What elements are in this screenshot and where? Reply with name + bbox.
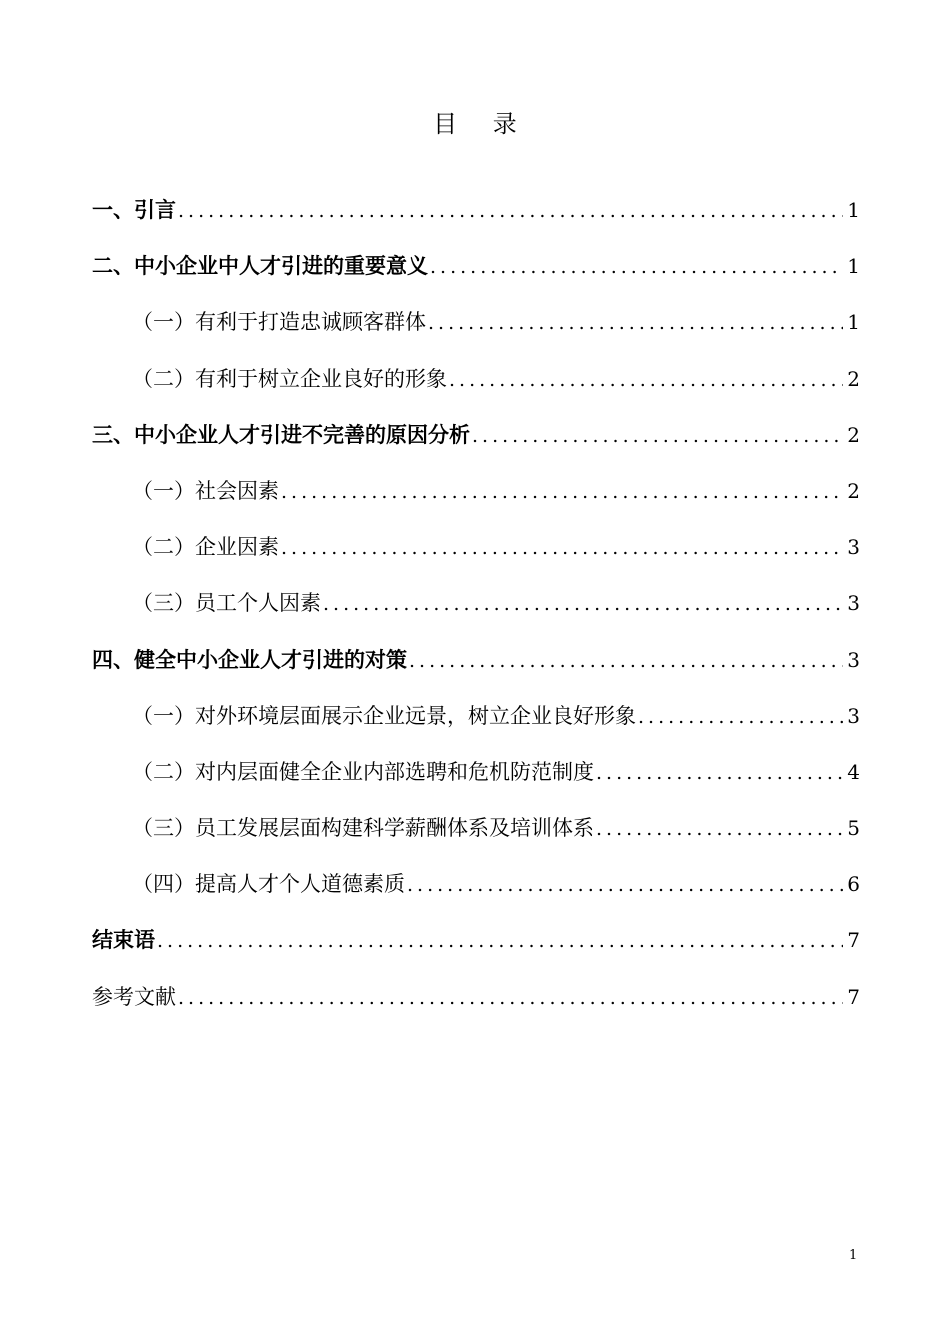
dot-leader [178,200,843,222]
toc-entry-label: 三、中小企业人才引进不完善的原因分析 [92,422,470,447]
toc-entry-page: 1 [847,310,860,335]
toc-entry-label: （一）有利于打造忠诚顾客群体 [132,310,426,335]
toc-entry-page: 5 [847,816,860,841]
toc-entry-label: （二）有利于树立企业良好的形象 [132,366,447,391]
toc-entry-label: （四）提高人才个人道德素质 [132,872,405,897]
dot-leader [323,593,843,615]
toc-entry-label: 四、健全中小企业人才引进的对策 [92,647,407,672]
toc-entry-page: 3 [847,703,860,728]
toc-entry-page: 4 [847,759,860,784]
footer-page-number: 1 [849,1248,858,1263]
dot-leader [178,987,843,1009]
dot-leader [596,762,843,784]
toc-entry-page: 2 [847,422,860,447]
toc-entry-section-4-4[interactable] [92,868,860,924]
toc-entry-label: （一）社会因素 [132,478,279,503]
toc-entry-page: 6 [847,872,860,897]
table-of-contents [92,194,860,1037]
toc-entry-section-4-2[interactable] [92,756,860,812]
toc-entry-page: 7 [847,928,860,953]
toc-entry-section-3[interactable] [92,419,860,475]
toc-entry-section-3-2[interactable] [92,531,860,587]
toc-entry-section-4-3[interactable] [92,812,860,868]
toc-entry-page: 3 [847,535,860,560]
toc-entry-label: 一、引言 [92,198,176,222]
dot-leader [472,425,843,447]
toc-entry-page: 1 [847,254,860,279]
toc-entry-section-2-1[interactable] [92,306,860,362]
toc-entry-page: 3 [847,647,860,672]
dot-leader [407,874,843,896]
toc-entry-label: （一）对外环境层面展示企业远景，树立企业良好形象 [132,703,636,728]
dot-leader [638,706,843,728]
toc-entry-label: （三）员工发展层面构建科学薪酬体系及培训体系 [132,816,594,841]
page-title: 目 录 [433,110,531,138]
toc-entry-page: 1 [847,198,860,222]
toc-entry-label: （二）企业因素 [132,535,279,560]
dot-leader [157,930,843,952]
toc-entry-label: 结束语 [92,928,155,953]
toc-entry-section-2[interactable] [92,250,860,306]
dot-leader [281,481,843,503]
toc-entry-label: 参考文献 [92,984,176,1009]
dot-leader [430,256,843,278]
dot-leader [409,650,843,672]
toc-entry-page: 7 [847,984,860,1009]
toc-entry-label: 二、中小企业中人才引进的重要意义 [92,254,428,279]
toc-entry-label: （三）员工个人因素 [132,591,321,616]
toc-entry-page: 3 [847,591,860,616]
toc-entry-section-3-1[interactable] [92,475,860,531]
dot-leader [428,312,843,334]
toc-entry-page: 2 [847,366,860,391]
toc-entry-section-3-3[interactable] [92,587,860,643]
toc-entry-introduction[interactable] [92,194,860,250]
toc-entry-section-4[interactable] [92,644,860,700]
dot-leader [281,537,843,559]
toc-entry-conclusion[interactable] [92,924,860,980]
toc-entry-label: （二）对内层面健全企业内部选聘和危机防范制度 [132,759,594,784]
toc-entry-section-4-1[interactable] [92,700,860,756]
toc-entry-section-2-2[interactable] [92,363,860,419]
dot-leader [596,818,843,840]
dot-leader [449,369,843,391]
toc-entry-references[interactable] [92,981,860,1037]
toc-entry-page: 2 [847,478,860,503]
